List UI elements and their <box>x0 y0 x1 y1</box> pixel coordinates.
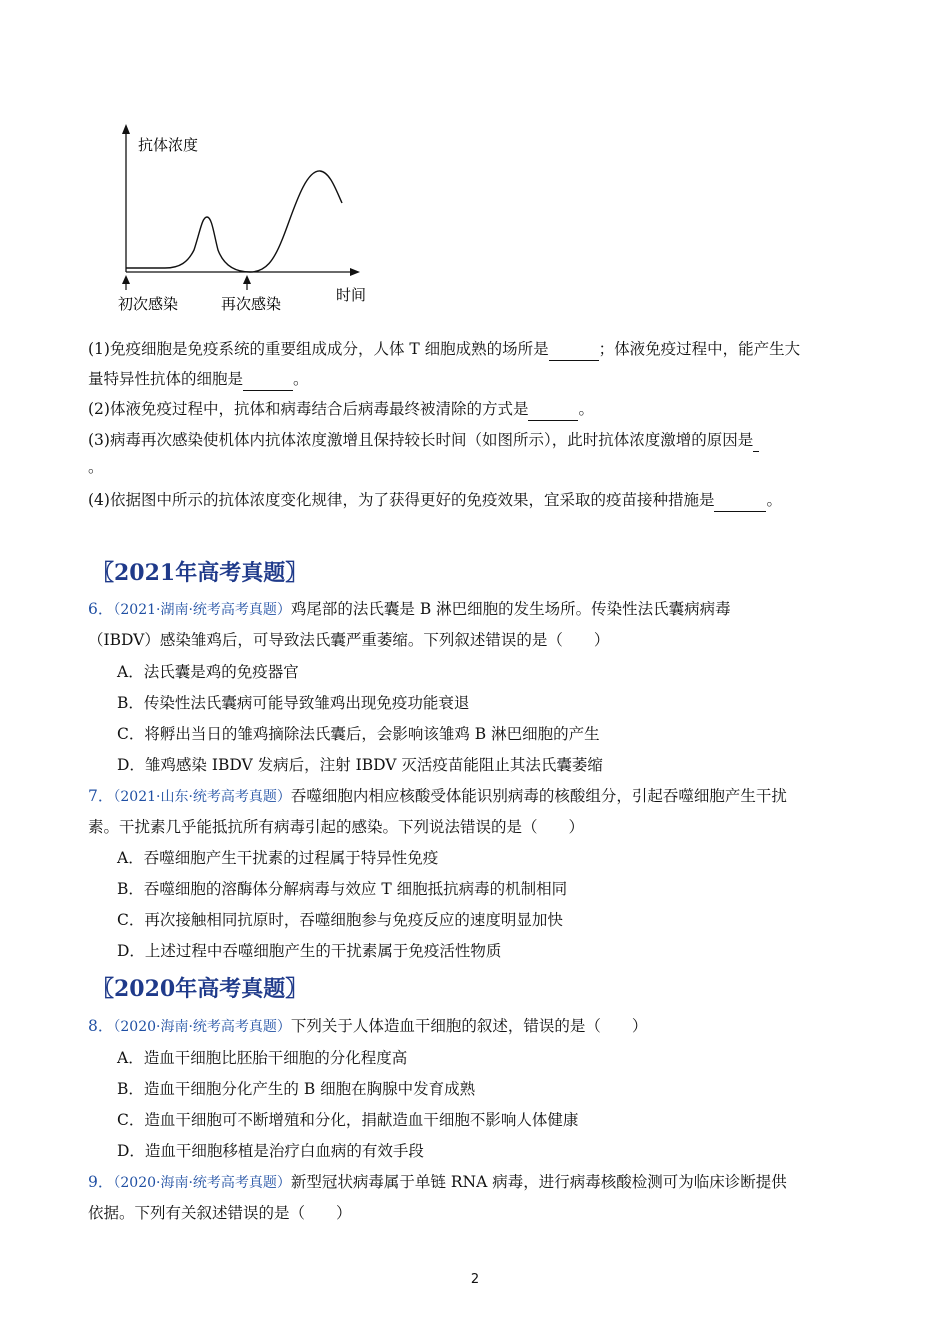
q5-part1-text: (1)免疫细胞是免疫系统的重要组成成分，人体 T 细胞成熟的场所是 <box>88 340 549 358</box>
q9-stem1: 新型冠状病毒属于单链 RNA 病毒，进行病毒核酸检测可为临床诊断提供 <box>290 1173 787 1191</box>
q6-option-c[interactable]: C．将孵出当日的雏鸡摘除法氏囊后，会影响该雏鸡 B 淋巴细胞的产生 <box>117 725 600 743</box>
q5-part3 <box>88 429 759 452</box>
answer-blank <box>528 398 578 421</box>
q7-line2: 素。干扰素几乎能抵抗所有病毒引起的感染。下列说法错误的是（ ） <box>88 818 585 836</box>
first-infection-label: 初次感染 <box>118 295 179 313</box>
q5-part4-text: (4)依据图中所示的抗体浓度变化规律，为了获得更好的免疫效果，宜采取的疫苗接种措施是 <box>88 491 715 509</box>
y-axis-label: 抗体浓度 <box>138 136 199 154</box>
q5-part1-text3: 量特异性抗体的细胞是 <box>88 370 244 388</box>
q5-part4 <box>88 489 782 512</box>
q7-option-a[interactable]: A．吞噬细胞产生干扰素的过程属于特异性免疫 <box>117 849 439 867</box>
q7-option-c[interactable]: C．再次接触相同抗原时，吞噬细胞参与免疫反应的速度明显加快 <box>117 911 563 929</box>
q6-line2: （IBDV）感染雏鸡后，可导致法氏囊严重萎缩。下列叙述错误的是（ ） <box>88 631 610 649</box>
q9-line1 <box>88 1171 787 1194</box>
page-number: 2 <box>470 1272 480 1287</box>
q5-part3-period: 。 <box>88 458 104 476</box>
answer-blank <box>753 429 759 452</box>
q9-line2: 依据。下列有关叙述错误的是（ ） <box>88 1204 352 1222</box>
answer-blank <box>714 489 766 512</box>
q5-part1-end: 。 <box>293 370 309 388</box>
q8-line1 <box>88 1015 647 1038</box>
x-axis-arrow <box>350 268 360 276</box>
q7-line1 <box>88 785 787 808</box>
q5-part1-line2 <box>88 368 309 391</box>
q7-option-d[interactable]: D．上述过程中吞噬细胞产生的干扰素属于免疫活性物质 <box>117 942 502 960</box>
q5-part3-end <box>88 456 104 478</box>
q8-source: （2020·海南·统考高考真题） <box>113 1019 291 1035</box>
q6-option-a[interactable]: A．法氏囊是鸡的免疫器官 <box>117 663 299 681</box>
answer-blank <box>243 368 293 391</box>
q7-source: （2021·山东·统考高考真题） <box>113 789 291 805</box>
second-infection-arrow <box>243 275 251 284</box>
q6-option-b[interactable]: B．传染性法氏囊病可能导致雏鸡出现免疫功能衰退 <box>117 694 470 712</box>
q8-option-a[interactable]: A．造血干细胞比胚胎干细胞的分化程度高 <box>117 1049 408 1067</box>
q8-option-d[interactable]: D．造血干细胞移植是治疗白血病的有效手段 <box>117 1142 424 1160</box>
section-title-2020: 〖2020年高考真题〗 <box>92 976 308 1002</box>
q8-option-b[interactable]: B．造血干细胞分化产生的 B 细胞在胸腺中发育成熟 <box>117 1080 476 1098</box>
antibody-curve-figure <box>110 120 380 320</box>
q9-number: 9． <box>88 1173 114 1191</box>
q8-number: 8． <box>88 1017 114 1035</box>
q8-option-c[interactable]: C．造血干细胞可不断增殖和分化，捐献造血干细胞不影响人体健康 <box>117 1111 579 1129</box>
q6-source: （2021·湖南·统考高考真题） <box>113 602 291 618</box>
x-axis-label: 时间 <box>336 286 367 304</box>
q5-part2-text: (2)体液免疫过程中，抗体和病毒结合后病毒最终被清除的方式是 <box>88 400 529 418</box>
q6-number: 6． <box>88 600 114 618</box>
q5-part4-end: 。 <box>766 491 782 509</box>
q8-stem1: 下列关于人体造血干细胞的叙述，错误的是（ ） <box>290 1017 648 1035</box>
antibody-curve <box>126 171 342 272</box>
q5-part2 <box>88 398 594 421</box>
q9-source: （2020·海南·统考高考真题） <box>113 1175 291 1191</box>
q7-option-b[interactable]: B．吞噬细胞的溶酶体分解病毒与效应 T 细胞抵抗病毒的机制相同 <box>117 880 568 898</box>
q6-stem1: 鸡尾部的法氏囊是 B 淋巴细胞的发生场所。传染性法氏囊病病毒 <box>290 600 731 618</box>
answer-blank <box>549 338 599 361</box>
q7-stem1: 吞噬细胞内相应核酸受体能识别病毒的核酸组分，引起吞噬细胞产生干扰 <box>290 787 787 805</box>
q5-part1-line1 <box>88 338 800 361</box>
q5-part1-text2: ；体液免疫过程中，能产生大 <box>598 340 801 358</box>
q5-part3-text: (3)病毒再次感染使机体内抗体浓度激增且保持较长时间（如图所示），此时抗体浓度激增的原因是 <box>88 431 754 449</box>
q6-line1 <box>88 598 731 621</box>
q6-option-d[interactable]: D．雏鸡感染 IBDV 发病后，注射 IBDV 灭活疫苗能阻止其法氏囊萎缩 <box>117 756 603 774</box>
second-infection-label: 再次感染 <box>221 295 282 313</box>
first-infection-arrow <box>122 275 130 284</box>
y-axis-arrow <box>122 124 130 134</box>
q5-part2-end: 。 <box>578 400 594 418</box>
q7-number: 7． <box>88 787 114 805</box>
section-title-2021: 〖2021年高考真题〗 <box>92 560 308 586</box>
